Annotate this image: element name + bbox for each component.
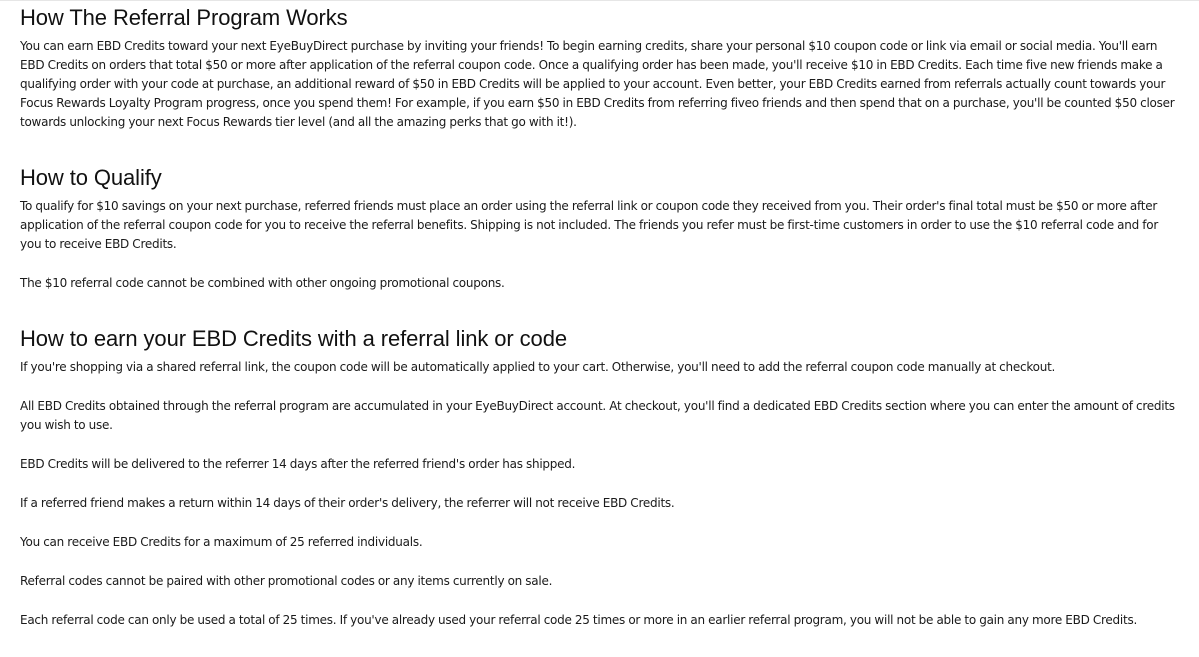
paragraph: If you're shopping via a shared referral link, the coupon code will be automatically applied to your cart. Otherwise, you'll need to add the referral coupon code manually at checkout. — [20, 360, 1056, 374]
section-title: How to Qualify — [20, 165, 162, 190]
section-title: How to earn your EBD Credits with a referral link or code — [20, 326, 567, 351]
paragraph: You can receive EBD Credits for a maximum of 25 referred individuals. — [20, 535, 423, 549]
paragraph: EBD Credits will be delivered to the referrer 14 days after the referred friend's order has shipped. — [20, 457, 576, 471]
paragraph: All EBD Credits obtained through the referral program are accumulated in your EyeBuyDirect account. At checkout, you'll find a dedicated EBD Credits section where you can enter the amount of credits you wish to use. — [20, 399, 1175, 432]
paragraph: Referral codes cannot be paired with other promotional codes or any items currently on sale. — [20, 574, 553, 588]
paragraph: Each referral code can only be used a total of 25 times. If you've already used your referral code 25 times or more in an earlier referral program, you will not be able to gain any more EBD Credits. — [20, 613, 1138, 627]
paragraph: If a referred friend makes a return within 14 days of their order's delivery, the referrer will not receive EBD Credits. — [20, 496, 675, 510]
section-how-to-qualify — [20, 165, 1182, 293]
section-how-it-works — [20, 5, 1182, 132]
section-title: How The Referral Program Works — [20, 5, 348, 30]
paragraph: You can earn EBD Credits toward your next EyeBuyDirect purchase by inviting your friends! To begin earning credits, share your personal $10 coupon code or link via email or social media. You'll earn EBD Credits on orders that total $50 or more after application of the referral coupon code. Once a qualifying order has been made, you'll receive $10 in EBD Credits. Each time five new friends make a qualifying order with your code at purchase, an additional reward of $50 in EBD Credits will be applied to your account. Even better, your EBD Credits earned from referrals actually count towards your Focus Rewards Loyalty Program progress, once you spend them! For example, if you earn $50 in EBD Credits from referring fiveo friends and then spend that on a purchase, you'll be counted $50 closer towards unlocking your next Focus Rewards tier level (and all the amazing perks that go with it!). — [20, 39, 1175, 129]
section-how-to-earn-credits — [20, 326, 1182, 630]
referral-program-content — [20, 5, 1182, 630]
paragraph: To qualify for $10 savings on your next purchase, referred friends must place an order using the referral link or coupon code they received from you. Their order's final total must be $50 or more after application of the referral coupon code for you to receive the referral benefits. Shipping is not included. The friends you refer must be first-time customers in order to use the $10 referral code and for you to receive EBD Credits. — [20, 199, 1159, 251]
paragraph: The $10 referral code cannot be combined with other ongoing promotional coupons. — [20, 276, 505, 290]
